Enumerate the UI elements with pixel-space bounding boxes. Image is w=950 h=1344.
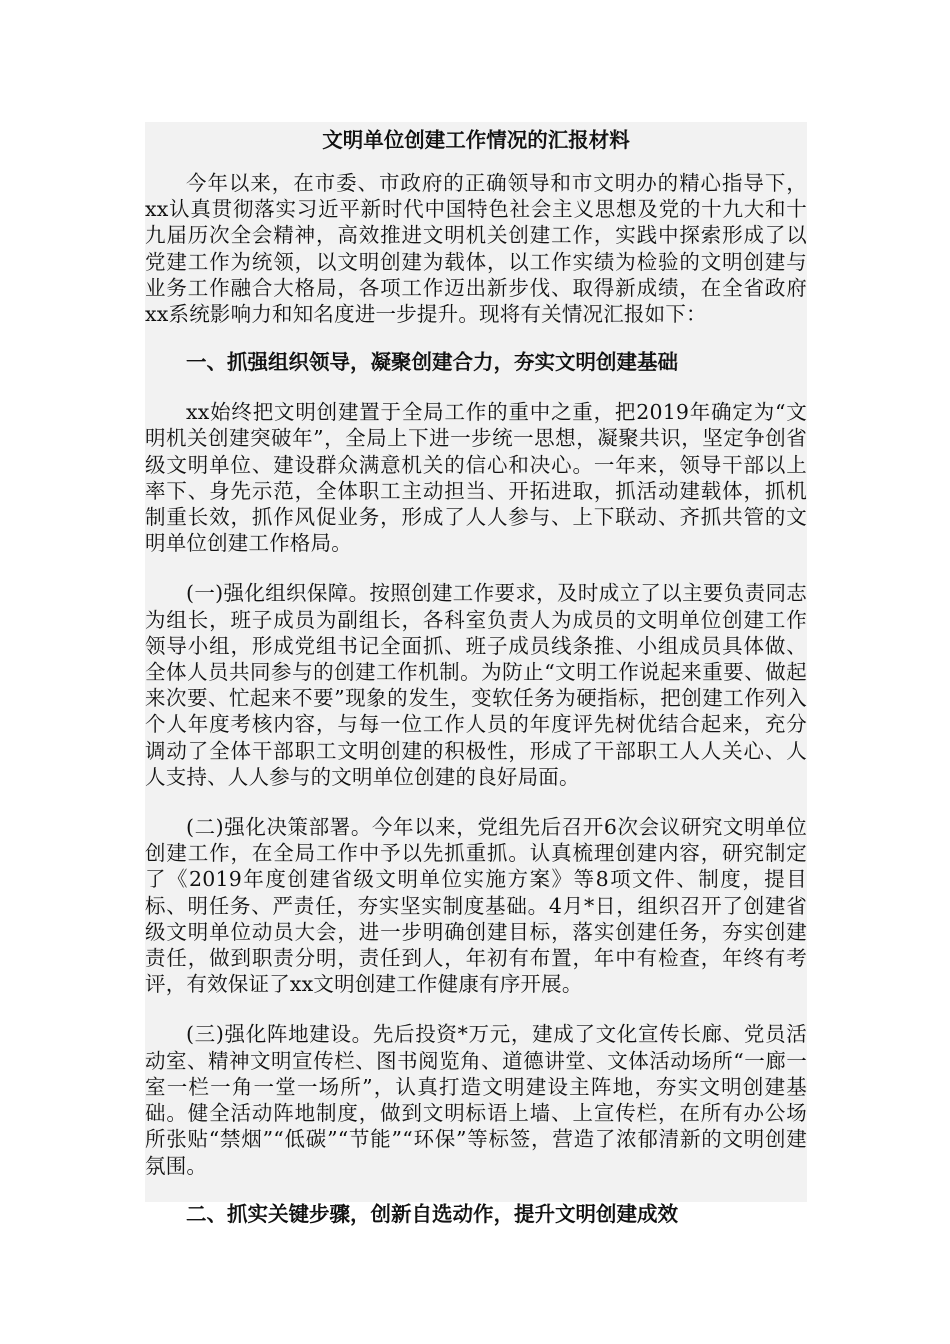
section-1-item-1-paragraph: (一)强化组织保障。按照创建工作要求，及时成立了以主要负责同志为组长，班子成员为副组长，各科室负责人为成员的文明单位创建工作领导小组，形成党组书记全面抓、班子成员线条推、小组成员具体做、全体人员共同参与的创建工作机制。为防止“文明工作说起来重要、做起来次要、忙起来不要”现象的发生，变软任务为硬指标，把创建工作列入个人年度考核内容，与每一位工作人员的年度评先树优结合起来，充分调动了全体干部职工文明创建的积极性，形成了干部职工人人关心、人人支持、人人参与的文明单位创建的良好局面。 <box>145 581 807 789</box>
section-1-intro-paragraph: xx始终把文明创建置于全局工作的重中之重，把2019年确定为“文明机关创建突破年”，全局上下进一步统一思想，凝聚共识，坚定争创省级文明单位、建设群众满意机关的信心和决心。一年来，领导干部以上率下、身先示范，全体职工主动担当、开拓进取，抓活动建载体，抓机制重长效，抓作风促业务，形成了人人参与、上下联动、齐抓共管的文明单位创建工作格局。 <box>145 400 807 556</box>
section-2-heading: 二、抓实关键步骤，创新自选动作，提升文明创建成效 <box>186 1201 678 1226</box>
document-title: 文明单位创建工作情况的汇报材料 <box>322 128 630 152</box>
section-1-item-3-paragraph: (三)强化阵地建设。先后投资*万元，建成了文化宣传长廊、党员活动室、精神文明宣传栏、图书阅览角、道德讲堂、文体活动场所“一廊一室一栏一角一堂一场所”，认真打造文明建设主阵地，夯实文明创建基础。健全活动阵地制度，做到文明标语上墙、上宣传栏，在所有办公场所张贴“禁烟”“低碳”“节能”“环保”等标签，营造了浓郁清新的文明创建氛围。 <box>145 1022 807 1178</box>
section-1-item-2-paragraph: (二)强化决策部署。今年以来，党组先后召开6次会议研究文明单位创建工作，在全局工作中予以先抓重抓。认真梳理创建内容，研究制定了《2019年度创建省级文明单位实施方案》等8项文件、制度，提目标、明任务、严责任，夯实坚实制度基础。4月*日，组织召开了创建省级文明单位动员大会，进一步明确创建目标，落实创建任务，夯实创建责任，做到职责分明，责任到人，年初有布置，年中有检查，年终有考评，有效保证了xx文明创建工作健康有序开展。 <box>145 815 807 997</box>
section-1-heading: 一、抓强组织领导，凝聚创建合力，夯实文明创建基础 <box>186 350 678 375</box>
document-page <box>145 122 807 1226</box>
intro-paragraph: 今年以来，在市委、市政府的正确领导和市文明办的精心指导下，xx认真贯彻落实习近平新时代中国特色社会主义思想及党的十九大和十九届历次全会精神，高效推进文明机关创建工作，实践中探索形成了以党建工作为统领，以文明创建为载体，以工作实绩为检验的文明创建与业务工作融合大格局，各项工作迈出新步伐、取得新成绩，在全省政府xx系统影响力和知名度进一步提升。现将有关情况汇报如下： <box>145 171 807 327</box>
